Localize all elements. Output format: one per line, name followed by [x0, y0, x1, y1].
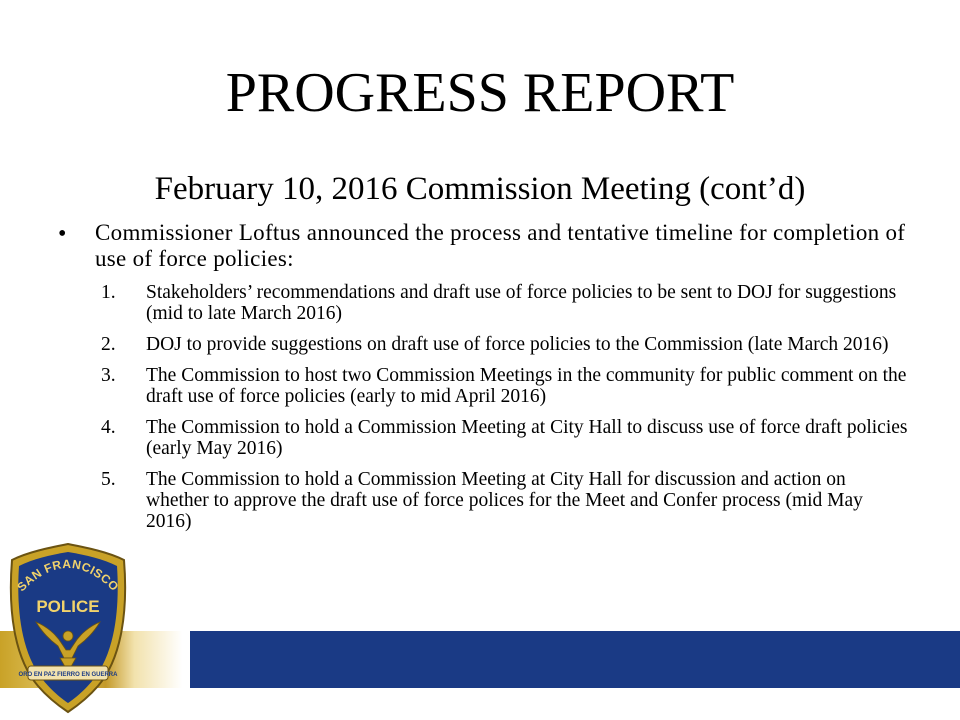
slide-title: PROGRESS REPORT [225, 62, 735, 124]
step-number: 3. [101, 365, 116, 386]
step-number: 1. [101, 282, 116, 303]
step-number: 2. [101, 334, 116, 355]
timeline-step [101, 469, 911, 532]
step-text: Stakeholders’ recommendations and draft use of force policies to be sent to DOJ for suggestions (mid to late March 2016) [146, 282, 897, 324]
footer-band-blue [190, 631, 960, 688]
badge-top-arc-text: SAN FRANCISCO [14, 556, 122, 595]
slide-subtitle: February 10, 2016 Commission Meeting (cont’d) [154, 171, 806, 207]
step-number: 4. [101, 417, 116, 438]
sfpd-badge-logo [6, 540, 130, 716]
footer-band [0, 631, 960, 688]
step-text: The Commission to hold a Commission Meeting at City Hall to discuss use of force draft policies (early May 2016) [146, 417, 908, 459]
bullet-dot-icon: • [58, 221, 67, 247]
bullet-text: Commissioner Loftus announced the process and tentative timeline for completion of use of force policies: [95, 220, 906, 271]
timeline-steps [101, 282, 911, 542]
timeline-step [101, 282, 911, 324]
timeline-step [101, 365, 911, 407]
step-text: The Commission to host two Commission Meetings in the community for public comment on the draft use of force policies (early to mid April 2016) [146, 365, 907, 407]
timeline-step [101, 417, 911, 459]
badge-middle-text: POLICE [36, 597, 100, 616]
step-text: The Commission to hold a Commission Meeting at City Hall for discussion and action on whether to approve the draft use of force polices for the Meet and Confer process (mid May 2016) [146, 469, 863, 532]
step-number: 5. [101, 469, 116, 490]
step-text: DOJ to provide suggestions on draft use of force policies to the Commission (late March 2016) [146, 334, 889, 355]
timeline-step [101, 334, 911, 355]
badge-motto: ORO EN PAZ FIERRO EN GUERRA [18, 672, 118, 678]
